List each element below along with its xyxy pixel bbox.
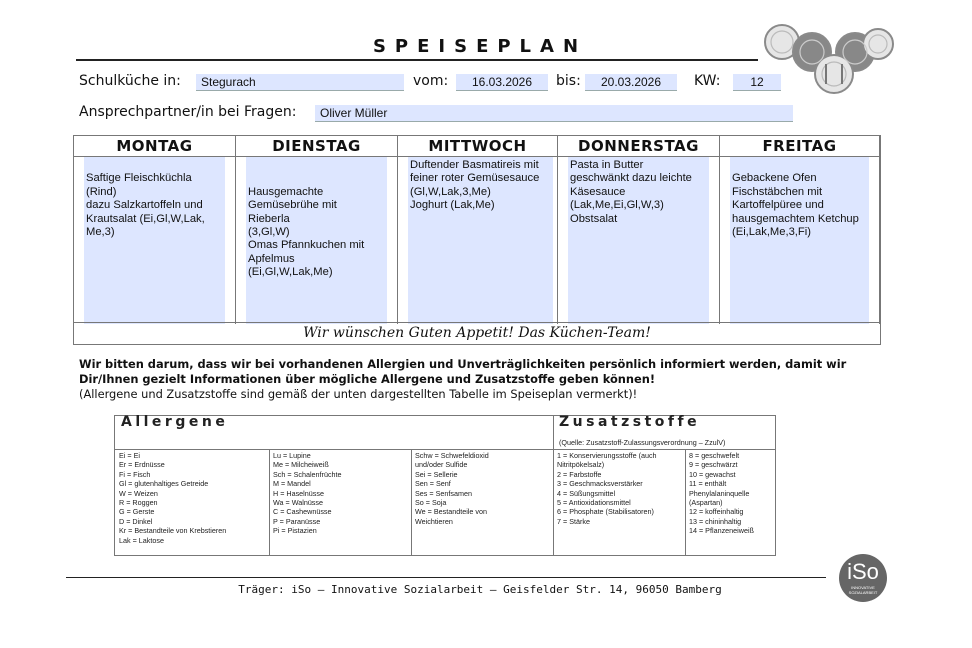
col-divider xyxy=(411,449,412,555)
contact-label: Ansprechpartner/in bei Fragen: xyxy=(79,104,297,120)
zusatzstoffe-source: (Quelle: Zusatzstoff-Zulassungsverordnung – ZzulV) xyxy=(559,438,726,447)
logo-text: iSo xyxy=(847,559,879,584)
day-menu[interactable]: Duftender Basmatireis mit feiner roter Gemüsesauce (Gl,W,Lak,3,Me) Joghurt (Lak,Me) xyxy=(408,157,553,324)
week-menu-table xyxy=(73,135,881,345)
day-name: MITTWOCH xyxy=(398,136,557,157)
day-menu[interactable]: Saftige Fleischküchla (Rind) dazu Salzkartoffeln und Krautsalat (Ei,Gl,W,Lak, Me,3) xyxy=(84,157,225,324)
allergen-table xyxy=(114,415,776,556)
allergene-title: Allergene xyxy=(121,414,229,430)
day-name: DIENSTAG xyxy=(236,136,397,157)
vom-field[interactable]: 16.03.2026 xyxy=(456,74,548,91)
footer-text: Träger: iSo – Innovative Sozialarbeit – Geisfelder Str. 14, 96050 Bamberg xyxy=(238,583,722,596)
day-column-monday xyxy=(74,136,236,324)
schulkueche-label: Schulküche in: xyxy=(79,73,181,89)
contact-field[interactable]: Oliver Müller xyxy=(315,105,793,122)
day-menu[interactable]: Pasta in Butter geschwänkt dazu leichte Käsesauce (Lak,Me,Ei,Gl,W,3) Obstsalat xyxy=(568,157,709,324)
schulkueche-field[interactable]: Stegurach xyxy=(196,74,404,91)
table-divider xyxy=(553,416,554,555)
vom-label: vom: xyxy=(413,73,449,89)
footer-divider xyxy=(66,577,826,578)
col-divider xyxy=(685,449,686,555)
day-column-friday xyxy=(720,136,880,324)
day-menu[interactable]: Gebackene Ofen Fischstäbchen mit Kartoffelpüree und hausgemachtem Ketchup (Ei,Lak,Me,3,Fi) xyxy=(730,157,869,324)
day-name: DONNERSTAG xyxy=(558,136,719,157)
kw-label: KW: xyxy=(694,73,721,89)
day-column-tuesday xyxy=(236,136,398,324)
logo-sub-1: INNOVATIVE xyxy=(851,585,875,590)
table-header-divider xyxy=(115,449,775,450)
day-column-thursday xyxy=(558,136,720,324)
plates-icon xyxy=(760,22,900,102)
allergene-col-1: Ei = Ei Er = Erdnüsse Fi = Fisch Gl = glutenhaltiges Getreide W = Weizen R = Roggen G = Gerste D = Dinkel Kr = Bestandteile von Krebstieren Lak = Laktose xyxy=(119,451,227,545)
zusatzstoffe-col-1: 1 = Konservierungsstoffe (auch Nitritpökelsalz) 2 = Farbstoffe 3 = Geschmacksverstärker 4 = Süßungsmittel 5 = Antioxidationsmittel 6 = Phosphate (Stabilisatoren) 7 = Stärke xyxy=(557,451,657,526)
bis-field[interactable]: 20.03.2026 xyxy=(585,74,677,91)
page-title: SPEISEPLAN xyxy=(372,36,588,57)
logo-sub-2: SOZIALARBEIT xyxy=(848,590,878,595)
allergene-col-2: Lu = Lupine Me = Milcheiweiß Sch = Schalenfrüchte M = Mandel H = Haselnüsse Wa = Walnüsse C = Cashewnüsse P = Paranüsse Pi = Pistazien xyxy=(273,451,342,536)
kw-field[interactable]: 12 xyxy=(733,74,781,91)
notice-line-2: Dir/Ihnen gezielt Informationen über mögliche Allergene und Zusatzstoffe geben können! xyxy=(79,372,656,386)
iso-logo xyxy=(839,554,887,602)
allergene-col-3: Schw = Schwefeldioxid und/oder Sulfide Sei = Sellerie Sen = Senf Ses = Senfsamen So = Soja We = Bestandteile von Weichtieren xyxy=(415,451,489,526)
bis-label: bis: xyxy=(556,73,581,89)
title-divider xyxy=(76,59,758,61)
day-name: MONTAG xyxy=(74,136,235,157)
day-column-wednesday xyxy=(398,136,558,324)
notice-line-1: Wir bitten darum, dass wir bei vorhandenen Allergien und Unverträglichkeiten persönlich informiert werden, damit wir xyxy=(79,357,847,371)
zusatzstoffe-title: Zusatzstoffe xyxy=(559,414,701,430)
allergy-notice xyxy=(79,357,879,402)
zusatzstoffe-col-2: 8 = geschwefelt 9 = geschwärzt 10 = gewachst 11 = enthält Phenylalaninquelle (Aspartan) 12 = koffeinhaltig 13 = chininhaltig 14 = Pflanzeneiweiß xyxy=(689,451,754,536)
notice-line-3: (Allergene und Zusatzstoffe sind gemäß der unten dargestellten Tabelle im Speiseplan vermerkt)! xyxy=(79,387,638,401)
col-divider xyxy=(269,449,270,555)
day-name: FREITAG xyxy=(720,136,879,157)
day-menu[interactable]: Hausgemachte Gemüsebrühe mit Rieberla (3,Gl,W) Omas Pfannkuchen mit Apfelmus (Ei,Gl,W,Lak,Me) xyxy=(246,157,387,324)
wish-line: Wir wünschen Guten Appetit! Das Küchen-Team! xyxy=(74,322,880,344)
